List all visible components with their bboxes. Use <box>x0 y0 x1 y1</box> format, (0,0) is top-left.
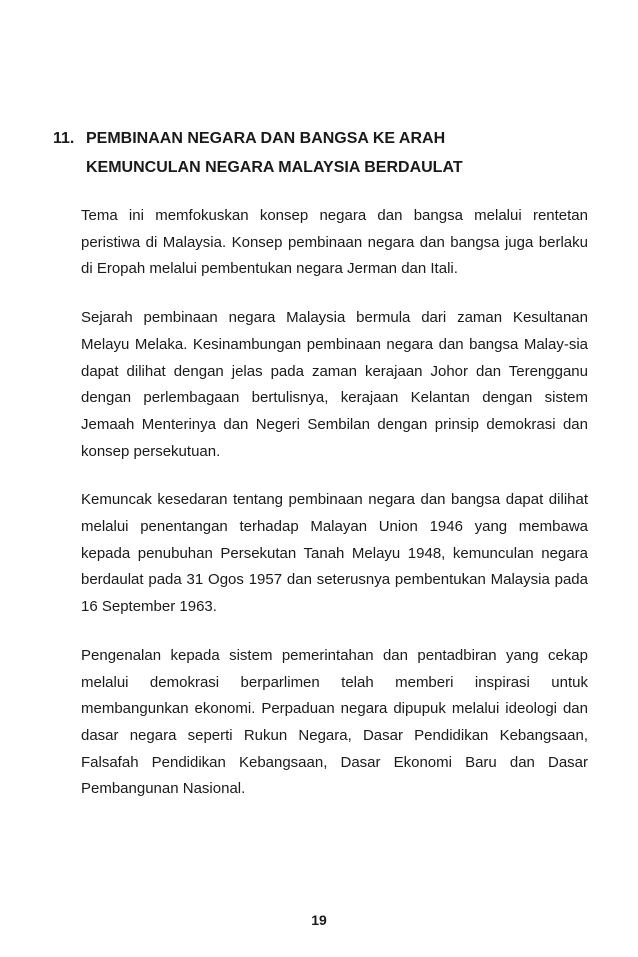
paragraph-4: Pengenalan kepada sistem pemerintahan dan pentadbiran yang cekap melalui demokrasi berparlimen telah memberi inspirasi untuk membangunkan ekonomi. Perpaduan negara dipupuk melalui ideologi dan dasar negara seperti Rukun Negara, Dasar Pendidikan Kebangsaan, Falsafah Pendidikan Kebangsaan, Dasar Ekonomi Baru dan Dasar Pembangunan Nasional. <box>81 646 588 798</box>
body-text <box>81 203 588 825</box>
section-title-line-2: KEMUNCULAN NEGARA MALAYSIA BERDAULAT <box>86 159 463 176</box>
section-title-line-1: PEMBINAAN NEGARA DAN BANGSA KE ARAH <box>86 130 446 147</box>
paragraph-1: Tema ini memfokuskan konsep negara dan bangsa melalui rentetan peristiwa di Malaysia. Konsep pembinaan negara dan bangsa juga berlaku di Eropah melalui pembentukan negara Jerman dan Itali. <box>81 207 588 278</box>
page-number: 19 <box>311 912 327 928</box>
paragraph-3: Kemuncak kesedaran tentang pembinaan negara dan bangsa dapat dilihat melalui penentangan terhadap Malayan Union 1946 yang membawa kepada penubuhan Persekutan Tanah Melayu 1948, kemunculan negara berdaulat pada 31 Ogos 1957 dan seterusnya pembentukan Malaysia pada 16 September 1963. <box>81 491 588 616</box>
paragraph-2: Sejarah pembinaan negara Malaysia bermula dari zaman Kesultanan Melayu Melaka. Kesinambungan pembinaan negara dan bangsa Malay-sia dapat dilihat dengan jelas pada zaman kerajaan Johor dan Terengganu dengan perlembagaan bertulisnya, kerajaan Kelantan dengan sistem Jemaah Menterinya dan Negeri Sembilan dengan prinsip demokrasi dan konsep persekutuan. <box>81 309 588 460</box>
section-number: 11. <box>53 130 75 147</box>
section-heading <box>53 124 593 182</box>
